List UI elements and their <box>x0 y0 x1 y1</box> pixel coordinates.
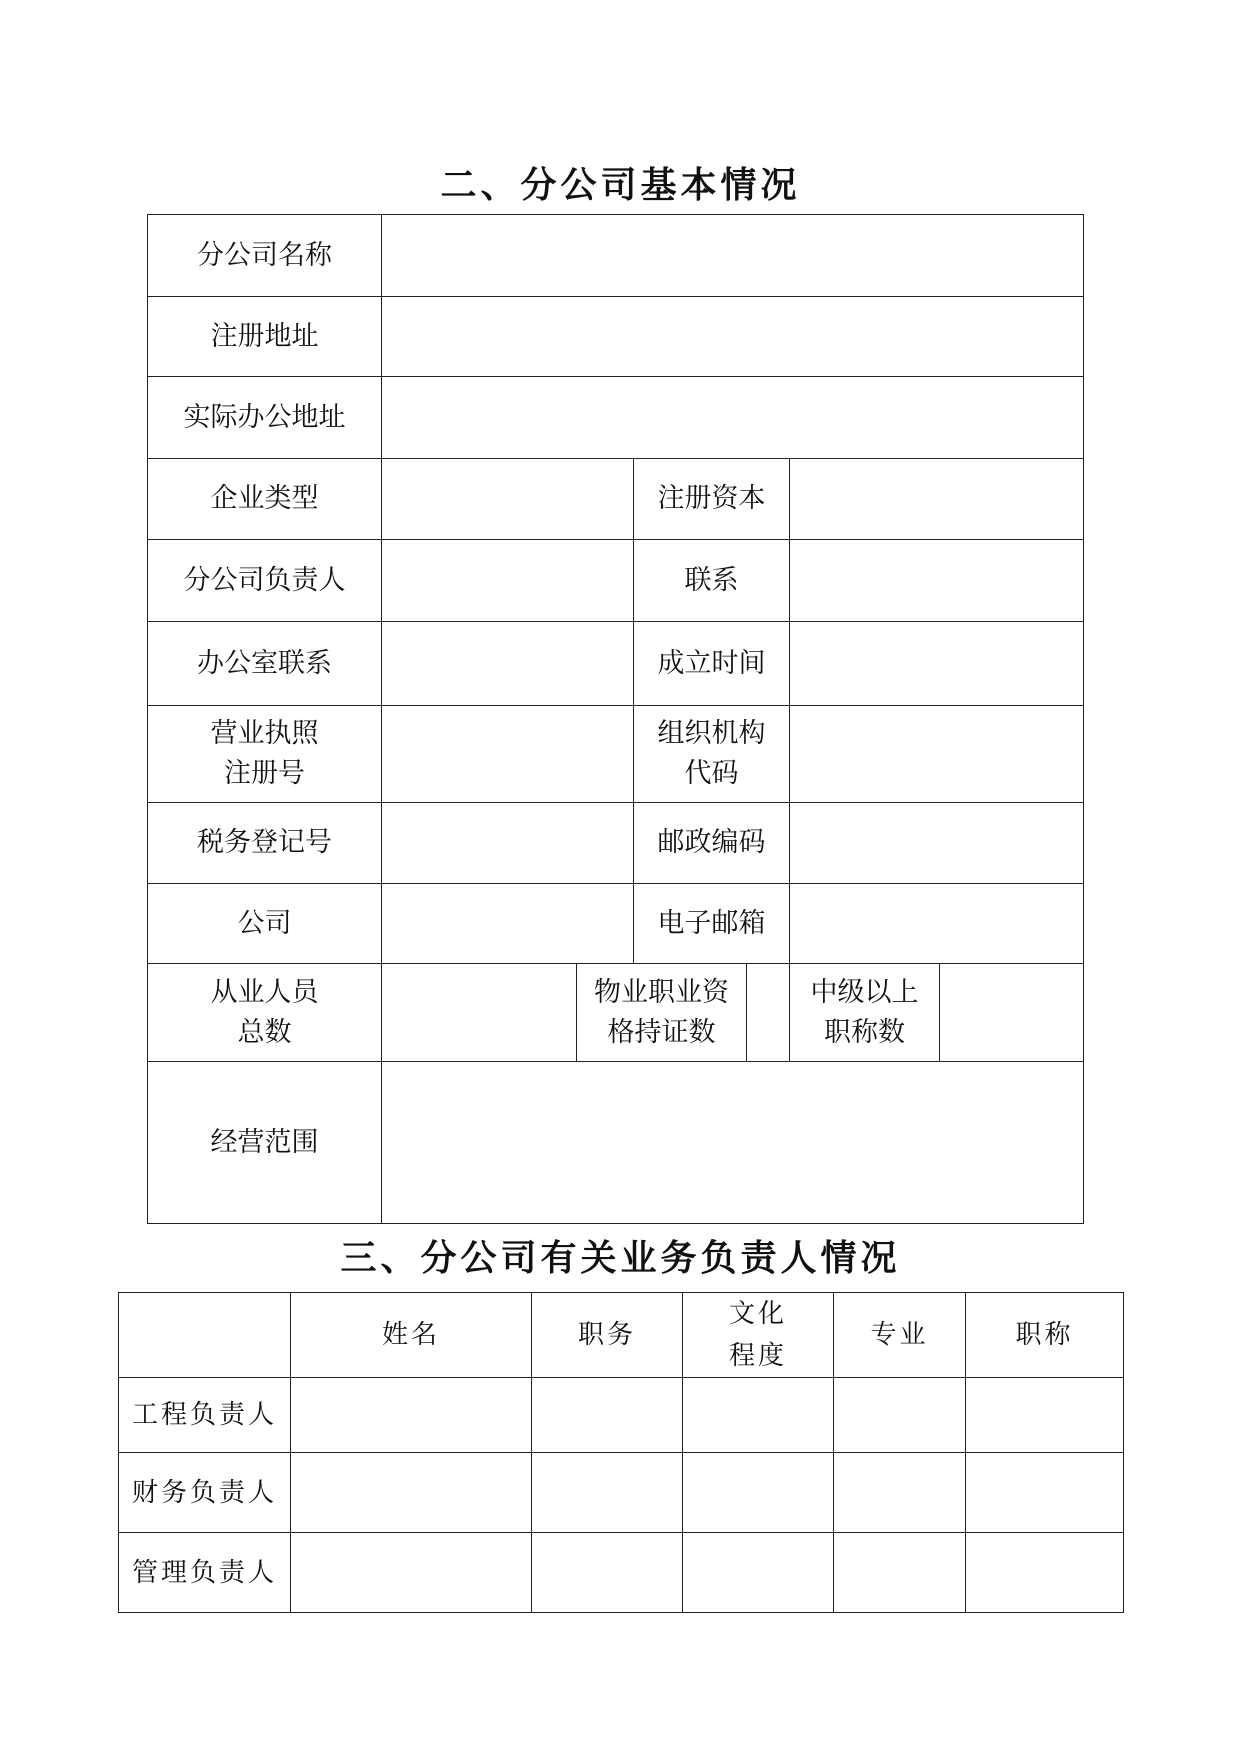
basic-info-table <box>147 214 1084 1224</box>
label-senior-title-count <box>790 964 940 1062</box>
label-enterprise-type: 企业类型 <box>148 459 382 540</box>
value-total-staff[interactable] <box>382 964 577 1062</box>
value-org-code[interactable] <box>790 706 1084 803</box>
label-business-license-number <box>148 706 382 803</box>
value-registered-address[interactable] <box>382 297 1084 377</box>
label-registered-address: 注册地址 <box>148 297 382 377</box>
value-senior-title-count[interactable] <box>940 964 1084 1062</box>
header-major: 专业 <box>834 1293 966 1378</box>
value-email[interactable] <box>790 884 1084 964</box>
cell-management-major[interactable] <box>834 1533 966 1613</box>
label-business-license-line1: 营业执照 <box>210 718 319 749</box>
value-registered-capital[interactable] <box>790 459 1084 540</box>
label-branch-manager: 分公司负责人 <box>148 540 382 622</box>
value-business-scope[interactable] <box>382 1062 1084 1224</box>
cell-finance-major[interactable] <box>834 1453 966 1533</box>
header-position: 职务 <box>532 1293 683 1378</box>
cell-management-title[interactable] <box>966 1533 1124 1613</box>
header-name: 姓名 <box>291 1293 532 1378</box>
value-office-address[interactable] <box>382 377 1084 459</box>
label-total-staff <box>148 964 382 1062</box>
value-office-contact[interactable] <box>382 622 634 706</box>
cell-engineering-position[interactable] <box>532 1378 683 1453</box>
label-certified-count-line2: 格持证数 <box>607 1016 716 1048</box>
label-org-code <box>634 706 790 803</box>
value-business-license-number[interactable] <box>382 706 634 803</box>
label-org-code-line1: 组织机构 <box>657 718 766 749</box>
label-org-code-line2: 代码 <box>684 758 739 789</box>
row-label-engineering-manager: 工程负责人 <box>119 1378 291 1453</box>
label-senior-title-count-line1: 中级以上 <box>810 976 919 1008</box>
cell-management-education[interactable] <box>683 1533 834 1613</box>
label-total-staff-line1: 从业人员 <box>210 976 319 1008</box>
label-certified-count-line1: 物业职业资 <box>594 976 729 1008</box>
cell-engineering-title[interactable] <box>966 1378 1124 1453</box>
cell-finance-education[interactable] <box>683 1453 834 1533</box>
row-label-finance-manager: 财务负责人 <box>119 1453 291 1533</box>
label-postcode: 邮政编码 <box>634 803 790 884</box>
section-title-managers: 三、分公司有关业务负责人情况 <box>340 1237 901 1279</box>
label-office-contact: 办公室联系 <box>148 622 382 706</box>
value-postcode[interactable] <box>790 803 1084 884</box>
value-branch-manager[interactable] <box>382 540 634 622</box>
label-total-staff-line2: 总数 <box>237 1016 292 1048</box>
cell-engineering-education[interactable] <box>683 1378 834 1453</box>
header-education <box>683 1293 834 1378</box>
label-business-license-line2: 注册号 <box>224 758 305 789</box>
cell-engineering-major[interactable] <box>834 1378 966 1453</box>
cell-management-name[interactable] <box>291 1533 532 1613</box>
value-certified-count[interactable] <box>747 964 790 1062</box>
value-founded-date[interactable] <box>790 622 1084 706</box>
value-branch-name[interactable] <box>382 215 1084 297</box>
cell-finance-position[interactable] <box>532 1453 683 1533</box>
label-office-address: 实际办公地址 <box>148 377 382 459</box>
label-email: 电子邮箱 <box>634 884 790 964</box>
section-title-basic-info: 二、分公司基本情况 <box>440 164 801 206</box>
value-enterprise-type[interactable] <box>382 459 634 540</box>
label-senior-title-count-line2: 职称数 <box>824 1016 905 1048</box>
header-education-line2: 程度 <box>728 1341 787 1371</box>
label-registered-capital: 注册资本 <box>634 459 790 540</box>
label-business-scope: 经营范围 <box>148 1062 382 1224</box>
header-corner <box>119 1293 291 1378</box>
value-contact[interactable] <box>790 540 1084 622</box>
cell-finance-title[interactable] <box>966 1453 1124 1533</box>
label-contact: 联系 <box>634 540 790 622</box>
header-education-line1: 文化 <box>728 1299 787 1329</box>
cell-management-position[interactable] <box>532 1533 683 1613</box>
row-label-management-manager: 管理负责人 <box>119 1533 291 1613</box>
cell-engineering-name[interactable] <box>291 1378 532 1453</box>
value-tax-registration[interactable] <box>382 803 634 884</box>
label-certified-count <box>577 964 747 1062</box>
label-tax-registration: 税务登记号 <box>148 803 382 884</box>
value-company[interactable] <box>382 884 634 964</box>
header-title: 职称 <box>966 1293 1124 1378</box>
label-branch-name: 分公司名称 <box>148 215 382 297</box>
managers-table <box>118 1292 1124 1613</box>
label-founded-date: 成立时间 <box>634 622 790 706</box>
cell-finance-name[interactable] <box>291 1453 532 1533</box>
label-company: 公司 <box>148 884 382 964</box>
